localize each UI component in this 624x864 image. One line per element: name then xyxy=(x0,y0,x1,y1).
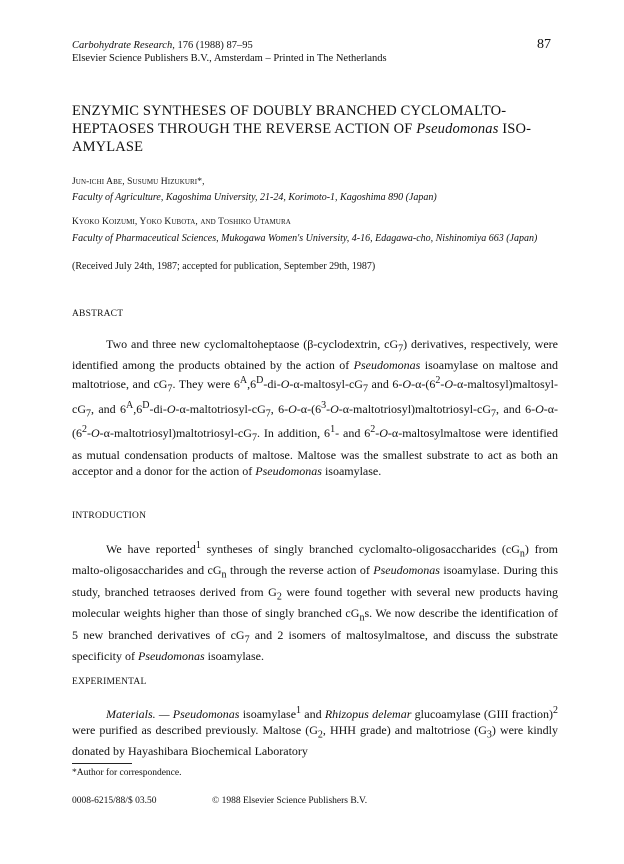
issn-code: 0008-6215/88/$ 03.50 xyxy=(72,796,157,806)
title-part-1: ENZYMIC SYNTHESES OF DOUBLY BRANCHED CYCLOMALTO-HEPTAOSES THROUGH THE REVERSE ACTION OF xyxy=(72,103,507,137)
title-organism: Pseudomonas xyxy=(416,121,499,137)
journal-citation xyxy=(72,40,253,51)
correspondence-footnote: *Author for correspondence. xyxy=(72,768,182,778)
received-dates: (Received July 24th, 1987; accepted for publication, September 29th, 1987) xyxy=(72,261,376,272)
abstract-heading: ABSTRACT xyxy=(72,309,124,319)
copyright-notice: © 1988 Elsevier Science Publishers B.V. xyxy=(212,796,368,806)
journal-name: Carbohydrate Research, xyxy=(72,40,175,51)
title-part-2: ISO-AMYLASE xyxy=(72,121,532,155)
volume-info: 176 (1988) 87–95 xyxy=(174,40,253,51)
author-list-1: Jun-ichi Abe, Susumu Hizukuri*, xyxy=(72,177,205,187)
introduction-heading: INTRODUCTION xyxy=(72,511,147,521)
page-number: 87 xyxy=(537,37,551,52)
abstract-body: Two and three new cyclomaltoheptaose (β-cyclodextrin, $cG_7$) derivatives, respectively, were identified among the products obtained by the action of Pseudomonas isoamylase on maltose and maltotriose, and $cG_7$. They were $6^A,6^D-di-O-\alpha-maltosyl-cG_7$ and $6-O-\alpha-(6^2-O-\alpha-maltosyl)maltosyl-cG_7$, and $6^A,6^D-di-O-\alpha-maltotriosyl-cG_7$, $6-O-\alpha-(6^3-O-\alpha-maltotriosyl)maltotriosyl-cG_7$, and $6-O-\alpha-(6^2-O-\alpha-maltotriosyl)maltotriosyl-cG_7$. In addition, $6^1-$ and $6^2-O-\alpha$-maltosylmaltose were identified as mutual condensation products of maltose. Maltose was the smallest substrate to act as both an acceptor and a donor for the action of Pseudomonas isoamylase. xyxy=(72,337,559,478)
publisher-line: Elsevier Science Publishers B.V., Amsterdam – Printed in The Netherlands xyxy=(72,53,387,64)
affiliation-2: Faculty of Pharmaceutical Sciences, Mukogawa Women's University, 4-16, Edagawa-cho, Nishinomiya 663 (Japan) xyxy=(72,233,538,244)
affiliation-1: Faculty of Agriculture, Kagoshima University, 21-24, Korimoto-1, Kagoshima 890 (Japan) xyxy=(72,192,437,203)
experimental-body: Materials. — Pseudomonas isoamylase$^1$ and Rhizopus delemar glucoamylase (GIII fraction)$^2$ were purified as described previously. Maltose ($G_2$, HHH grade) and maltotriose $(G_3)$ were kindly donated by Hayashibara Biochemical Laboratory xyxy=(72,705,559,759)
introduction-body: We have reported$^1$ syntheses of singly branched cyclomalto-oligosaccharides $(cG_n)$ from malto-oligosaccharides and $cG_n$ through the reverse action of Pseudomonas isoamylase. During this study, branched tetraoses derived from $G_2$ were found together with several new products having molecular weights higher than those of singly branched $cG_ns$. We now describe the identification of 5 new branched derivatives of $cG_7$ and 2 isomers of maltosylmaltose, and discuss the substrate specificity of Pseudomonas isoamylase. xyxy=(72,540,559,663)
footnote-rule xyxy=(72,763,132,764)
author-list-2: Kyoko Koizumi, Yoko Kubota, and Toshiko Utamura xyxy=(72,217,291,227)
article-title xyxy=(72,102,558,156)
experimental-heading: EXPERIMENTAL xyxy=(72,677,147,687)
